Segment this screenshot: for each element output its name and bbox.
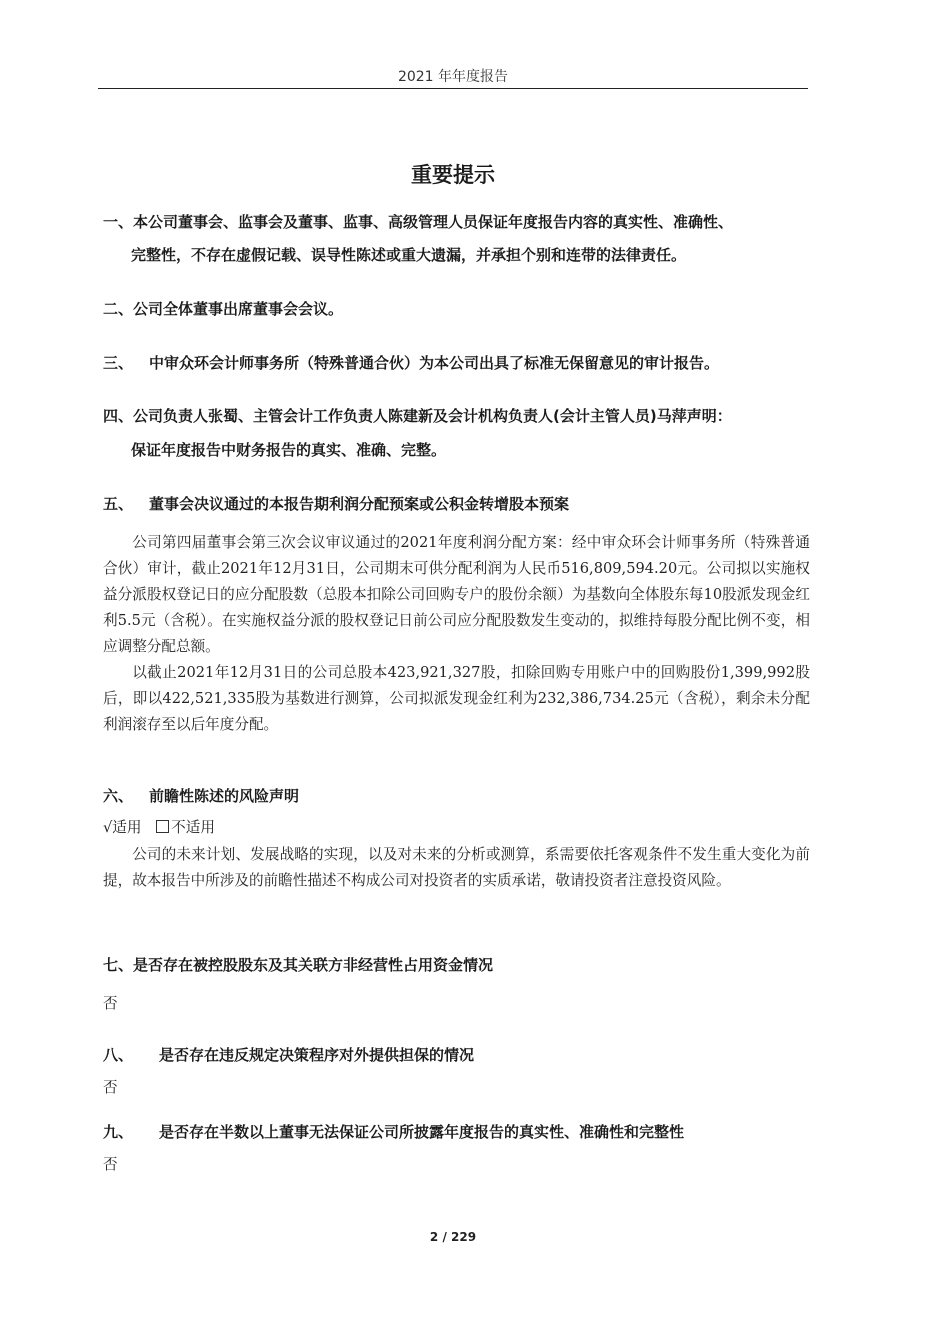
applicability-options xyxy=(103,818,215,838)
section-8-answer: 否 xyxy=(103,1079,118,1096)
checkbox-icon xyxy=(156,820,169,833)
section-1-heading xyxy=(103,212,815,232)
section-9-heading xyxy=(103,1122,815,1142)
section-9-answer: 否 xyxy=(103,1156,118,1173)
section-4-continuation: 保证年度报告中财务报告的真实、准确、完整。 xyxy=(131,441,447,459)
section-1-continuation: 完整性，不存在虚假记载、误导性陈述或重大遗漏，并承担个别和连带的法律责任。 xyxy=(131,246,687,264)
paragraph: 以截止2021年12月31日的公司总股本423,921,327股，扣除回购专用账户中的回购股份1,399,992股后，即以422,521,335股为基数进行测算，公司拟派发现金红利为232,386,734.25元（含税），剩余未分配利润滚存至以后年度分配。 xyxy=(103,664,810,733)
section-8-heading xyxy=(103,1045,815,1065)
not-applicable-option: 不适用 xyxy=(156,819,215,836)
section-2-heading xyxy=(103,299,815,319)
paragraph: 公司第四届董事会第三次会议审议通过的2021年度利润分配方案：经中审众环会计师事务所（特殊普通合伙）审计，截止2021年12月31日，公司期末可供分配利润为人民币516,809,594.20元。公司拟以实施权益分派股权登记日的应分配股数（总股本扣除公司回购专户的股份余额）为基数向全体股东每10股派发现金红利5.5元（含税）。在实施权益分派的股权登记日前公司应分配股数发生变动的，拟维持每股分配比例不变，相应调整分配总额。 xyxy=(103,534,810,655)
section-6-heading xyxy=(103,786,815,806)
section-number: 一、 xyxy=(103,213,134,231)
section-text: 董事会决议通过的本报告期利润分配预案或公积金转增股本预案 xyxy=(149,495,570,513)
section-number: 四、 xyxy=(103,407,134,425)
section-number: 二、 xyxy=(103,300,134,318)
section-number: 九、 xyxy=(103,1123,134,1141)
paragraph: 公司的未来计划、发展战略的实现，以及对未来的分析或测算，系需要依托客观条件不发生重大变化为前提，故本报告中所涉及的前瞻性描述不构成公司对投资者的实质承诺，敬请投资者注意投资风险。 xyxy=(103,846,810,889)
section-text: 前瞻性陈述的风险声明 xyxy=(149,787,300,805)
section-number: 七、 xyxy=(103,956,134,974)
section-text: 公司负责人张蜀、主管会计工作负责人陈建新及会计机构负责人(会计主管人员)马萍声明： xyxy=(133,407,732,425)
section-number: 三、 xyxy=(103,354,134,372)
section-7-answer: 否 xyxy=(103,995,118,1012)
section-text: 中审众环会计师事务所（特殊普通合伙）为本公司出具了标准无保留意见的审计报告。 xyxy=(149,354,720,372)
running-header: 2021 年年度报告 xyxy=(397,69,509,85)
section-text: 是否存在半数以上董事无法保证公司所披露年度报告的真实性、准确性和完整性 xyxy=(159,1123,685,1141)
section-number: 六、 xyxy=(103,787,134,805)
section-4-heading xyxy=(103,406,815,426)
header-rule xyxy=(98,88,808,89)
section-number: 八、 xyxy=(103,1046,134,1064)
page-title: 重要提示 xyxy=(411,163,495,187)
section-5-heading xyxy=(103,494,815,514)
section-6-body xyxy=(103,842,810,894)
section-7-heading xyxy=(103,955,815,975)
section-5-body xyxy=(103,530,810,738)
section-number: 五、 xyxy=(103,495,134,513)
section-text: 公司全体董事出席董事会会议。 xyxy=(133,300,344,318)
section-text: 是否存在被控股股东及其关联方非经营性占用资金情况 xyxy=(133,956,494,974)
section-text: 是否存在违反规定决策程序对外提供担保的情况 xyxy=(159,1046,475,1064)
section-3-heading xyxy=(103,353,815,373)
section-text: 本公司董事会、监事会及董事、监事、高级管理人员保证年度报告内容的真实性、准确性、 xyxy=(133,213,734,231)
applicable-option: √适用 xyxy=(103,819,142,836)
page-number: 2 / 229 xyxy=(429,1230,477,1244)
